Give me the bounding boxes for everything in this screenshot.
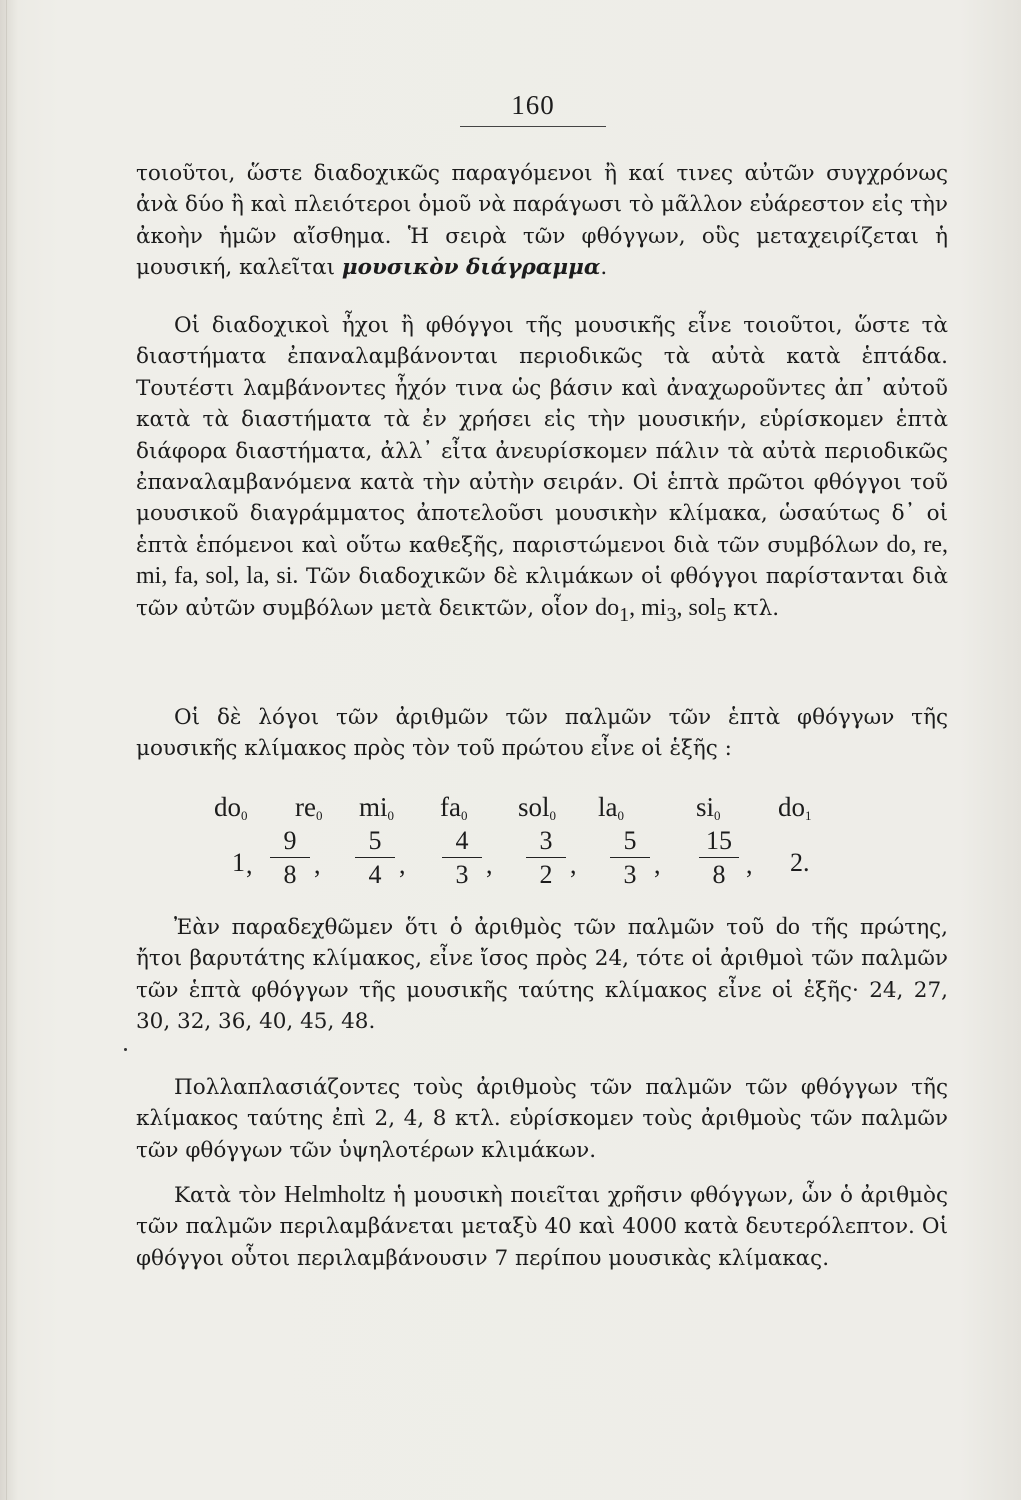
paragraph-3-text: Οἱ δὲ λόγοι τῶν ἀριθμῶν τῶν παλμῶν τῶν ἑπτὰ φθόγγων τῆς μουσικῆς κλίμακος πρὸς τὸν τοῦ πρώτου εἶνε οἱ ἑξῆς : [136, 705, 948, 762]
paragraph-1-text [136, 158, 948, 284]
paragraph-2 [136, 310, 948, 631]
ratio-separator: , [314, 850, 321, 879]
example-sol5: sol$_5$ [688, 594, 727, 626]
ratio-separator: , [570, 850, 577, 879]
scale-note: $fa_0$ [440, 792, 468, 823]
ratio-fraction: 5 4 [355, 826, 395, 890]
example-do1: $do_1$ [595, 594, 630, 626]
ratio-fraction: 5 3 [610, 826, 650, 890]
scale-note-row [200, 792, 840, 822]
paragraph-2-body: Οἱ διαδοχικοὶ ἦχοι ἢ φθόγγοι τῆς μουσικῆς εἶνε τοιοῦτοι, ὥστε τὰ διαστήματα ἐπαναλαμβάνονται περιοδικῶς τὰ αὐτὰ κατὰ ἑπτάδα. Τουτέστι λαμβάνοντες ἦχόν τινα ὡς βάσιν καὶ ἀναχωροῦντες ἀπ᾽ αὐτοῦ κατὰ τὰ διαστήματα τὰ ἐν χρήσει εἰς τὴν μουσικήν, εὑρίσκομεν ἑπτὰ διάφορα διαστήματα, ἀλλ᾽ εἶτα ἀνευρίσκομεν πάλιν τὰ αὐτὰ περιοδικῶς ἐπαναλαμβανόμενα κατὰ τὴν αὐτὴν σειράν. Οἱ ἑπτὰ πρῶτοι φθόγγοι τοῦ μουσικοῦ διαγράμματος ἀποτελοῦσι μουσικὴν κλίμακα, ὡσαύτως δ᾽ οἱ ἑπτὰ ἑπόμενοι καὶ οὕτω καθεξῆς, παριστώμενοι διὰ τῶν συμβόλων [136, 313, 948, 558]
page-edge-shadow [6, 0, 7, 1500]
margin-dot [124, 1048, 127, 1051]
note-symbol-do: do [775, 914, 800, 940]
paragraph-2-body-cont: Τῶν διαδοχικῶν δὲ κλιμάκων οἱ φθόγγοι παρίστανται διὰ τῶν αὐτῶν συμβόλων μετὰ δεικτῶν, οἷον [136, 564, 948, 621]
ratio-integer: 1 [232, 848, 245, 877]
ratio-fraction: 15 8 [699, 826, 739, 890]
paragraph-1-body: τοιοῦτοι, ὥστε διαδοχικῶς παραγόμενοι ἢ καί τινες αὐτῶν συγχρόνως ἀνὰ δύο ἢ καὶ πλειότεροι ὁμοῦ νὰ παράγωσι τὸ μᾶλλον εὐάρεστον εἰς τὴν ἀκοὴν ἡμῶν αἴσθημα. Ἡ σειρὰ τῶν φθόγγων, οὓς μεταχειρίζεται ἡ μουσική, καλεῖται [136, 161, 948, 281]
scale-ratio-row [200, 826, 840, 896]
term-musical-diagram: μουσικὸν διάγραμμα [341, 255, 601, 281]
scale-note: $si_0$ [696, 792, 721, 823]
page-number: 160 [511, 90, 555, 120]
paragraph-3 [136, 702, 948, 765]
paragraph-4-body: Ἐὰν παραδεχθῶμεν ὅτι ὁ ἀριθμὸς τῶν παλμῶν τοῦ [174, 915, 776, 940]
ratio-separator: , [486, 850, 493, 879]
ratio-separator: , [399, 850, 406, 879]
ratio-fraction: 3 2 [526, 826, 566, 890]
header-rule [460, 126, 606, 127]
ratio-fraction: 4 3 [442, 826, 482, 890]
ratio-fraction: 9 8 [270, 826, 310, 890]
scale-note: $do_0$ [214, 792, 248, 823]
name-helmholtz: Helmholtz [284, 1182, 386, 1208]
example-mi3: $mi_3$ [641, 594, 677, 626]
ratio-separator: , [746, 850, 753, 879]
scale-note: sol$_0$ [518, 792, 557, 823]
paragraph-6-text [136, 1180, 948, 1274]
scale-note: $re_0$ [295, 792, 323, 823]
paragraph-4-text [136, 912, 948, 1038]
ratio-integer: 2. [790, 848, 810, 877]
paragraph-2-text: Οἱ διαδοχικοὶ ἦχοι ἢ φθόγγοι τῆς μουσικῆς εἶνε τοιοῦτοι, ὥστε τὰ διαστήματα ἐπαναλαμβάνονται περιοδικῶς τὰ αὐτὰ κατὰ ἑπτάδα. Τουτέστι λαμβάνοντες ἦχόν τινα ὡς βάσιν καὶ ἀναχωροῦντες ἀπ᾽ αὐτοῦ κατὰ τὰ διαστήματα τὰ ἐν χρήσει εἰς τὴν μουσικήν, εὑρίσκομεν ἑπτὰ διάφορα διαστήματα, ἀλλ᾽ εἶτα ἀνευρίσκομεν πάλιν τὰ αὐτὰ περιοδικῶς ἐπαναλαμβανόμενα κατὰ τὴν αὐτὴν σειράν. Οἱ ἑπτὰ πρῶτοι φθόγγοι τοῦ μουσικοῦ διαγράμματος ἀποτελοῦσι μουσικὴν κλίμακα, ὡσαύτως δ᾽ οἱ ἑπτὰ ἑπόμενοι καὶ οὕτω καθεξῆς, παριστώμενοι διὰ τῶν συμβόλων do, re, mi, fa, sol, la, si. Τῶν διαδοχικῶν δὲ κλιμάκων οἱ φθόγγοι παρίστανται διὰ τῶν αὐτῶν συμβόλων μετὰ δεικτῶν, οἷον $do_1$, $mi_3$, sol$_5$ κτλ. [136, 313, 948, 626]
scale-note: $mi_0$ [359, 792, 395, 823]
paragraph-1-end: . [600, 255, 608, 281]
paragraph-6-body-cont: ἡ μουσικὴ ποιεῖται χρῆσιν φθόγγων, ὧν ὁ ἀριθμὸς τῶν παλμῶν περιλαμβάνεται μεταξὺ 40 καὶ 4000 κατὰ δευτερόλεπτον. Οἱ φθόγγοι οὗτοι περιλαμβάνουσιν 7 περίπου μουσικὰς κλίμακας. [136, 1183, 948, 1271]
note-symbols: do, re, mi, fa, sol, la, si. [136, 531, 948, 590]
scale-note: $do_1$ [778, 792, 812, 823]
paragraph-4-body-cont: τῆς πρώτης, ἤτοι βαρυτάτης κλίμακος, εἶνε ἴσος πρὸς 24, τότε οἱ ἀριθμοὶ τῶν παλμῶν τῶν ἑπτὰ φθόγγων τῆς μουσικῆς ταύτης κλίμακος εἶνε οἱ ἑξῆς· 24, 27, 30, 32, 36, 40, 45, 48. [136, 915, 948, 1035]
paragraph-4 [136, 912, 948, 1038]
paragraph-5-text: Πολλαπλασιάζοντες τοὺς ἀριθμοὺς τῶν παλμῶν τῶν φθόγγων τῆς κλίμακος ταύτης ἐπὶ 2, 4, 8 κτλ. εὑρίσκομεν τοὺς ἀριθμοὺς τῶν παλμῶν τῶν φθόγγων τῶν ὑψηλοτέρων κλιμάκων. [136, 1075, 948, 1163]
ratio-separator: , [246, 850, 253, 879]
paragraph-2-end: κτλ. [726, 595, 780, 621]
paragraph-6 [136, 1180, 948, 1274]
ratio-separator: , [654, 850, 661, 879]
paragraph-5 [136, 1072, 948, 1166]
paragraph-6-body: Κατὰ τὸν [174, 1183, 285, 1208]
scale-note: $la_0$ [598, 792, 624, 823]
paragraph-1 [136, 158, 948, 284]
